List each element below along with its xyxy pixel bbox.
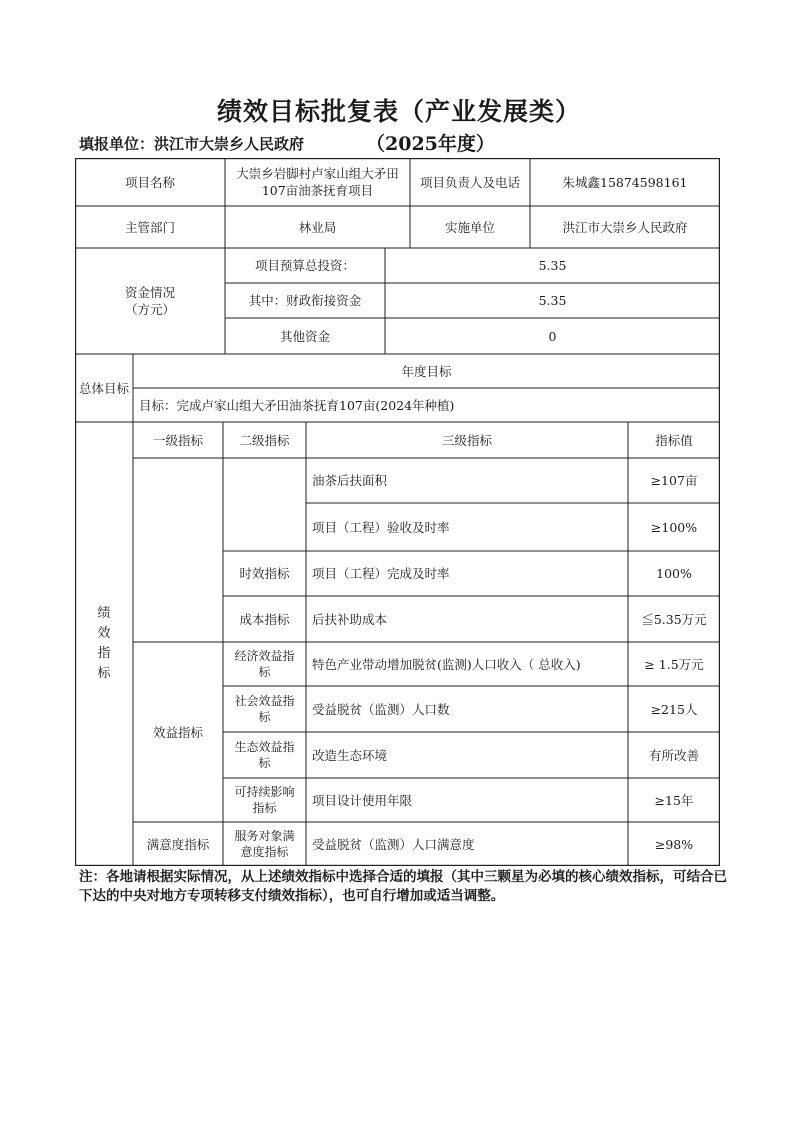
document-title: 绩效目标批复表（产业发展类） [216, 97, 581, 126]
indicator-row-2-value: 100% [656, 566, 692, 581]
indicator-row-5-level2: 社会效益指标 [234, 694, 295, 724]
indicator-row-6-level2: 生态效益指标 [234, 740, 295, 770]
indicator-row-0-level3: 油茶后扶面积 [312, 473, 388, 488]
supervising-dept-label: 主管部门 [124, 219, 175, 235]
funds-fiscal-value: 5.35 [538, 293, 567, 308]
project-name-value: 大崇乡岩脚村卢家山组大矛田107亩油茶抚育项目 [236, 166, 399, 198]
indicator-row-8-value: ≥98% [654, 836, 694, 852]
implementing-unit-value: 洪江市大崇乡人民政府 [562, 219, 688, 235]
project-owner-label: 项目负责人及电话 [419, 174, 520, 190]
indicator-row-3-level3: 后扶补助成本 [312, 611, 388, 627]
funds-label-line1: 资金情况 [124, 285, 175, 300]
indicator-row-2-level3: 项目（工程）完成及时率 [312, 566, 450, 581]
performance-label: 绩 效 指 标 [97, 606, 111, 681]
funds-label [75, 248, 225, 354]
annual-goal-text: 目标：完成卢家山组大矛田油茶抚育107亩(2024年种植) [139, 397, 455, 413]
indicator-row-8-level2: 服务对象满意度指标 [234, 829, 295, 859]
indicator-row-3-level2: 成本指标 [239, 611, 290, 627]
indicator-row-3-value: ≦5.35万元 [641, 611, 707, 627]
footnote: 注：各地请根据实际情况，从上述绩效指标中选择合适的填报（其中三颗星为必填的核心绩效指标，可结合已下达的中央对地方专项转移支付绩效指标），也可自行增加或适当调整。 [79, 869, 727, 904]
indicator-row-6-value: 有所改善 [648, 747, 699, 763]
project-owner-value: 朱城鑫15874598161 [562, 174, 688, 190]
indicator-row-4-level3: 特色产业带动增加脱贫(监测)人口收入（ 总收入) [312, 656, 581, 672]
indicator-row-4-value: ≥ 1.5万元 [644, 656, 704, 672]
indicator-row-5-level3: 受益脱贫（监测）人口数 [312, 701, 450, 717]
indicator-row-0-value: ≥107亩 [650, 473, 698, 488]
header-level1: 一级指标 [152, 432, 203, 448]
supervising-dept-value: 林业局 [298, 219, 337, 235]
fiscal-year: （2025年度） [366, 133, 495, 155]
implementing-unit-label: 实施单位 [444, 219, 495, 235]
header-level3: 三级指标 [441, 432, 492, 448]
annual-goal-header: 年度目标 [401, 363, 452, 379]
indicator-row-6-level3: 改造生态环境 [312, 747, 388, 763]
funds-fiscal-label: 其中：财政衔接资金 [248, 293, 362, 308]
header-value: 指标值 [655, 432, 693, 448]
funds-other-label: 其他资金 [279, 328, 330, 344]
indicator-row-7-level3: 项目设计使用年限 [312, 792, 413, 808]
level1-benefit: 效益指标 [152, 724, 203, 740]
indicator-row-7-value: ≥15年 [654, 792, 694, 808]
indicator-row-5-value: ≥215人 [650, 701, 698, 717]
funds-total-value: 5.35 [538, 258, 567, 273]
filling-unit: 填报单位：洪江市大崇乡人民政府 [79, 135, 305, 153]
funds-other-value: 0 [548, 328, 557, 344]
funds-total-label: 项目预算总投资： [254, 258, 355, 273]
project-name-label: 项目名称 [124, 174, 175, 190]
funds-label-line2: （方元） [124, 302, 175, 317]
indicator-row-7-level2: 可持续影响指标 [234, 785, 295, 815]
approval-table [75, 158, 720, 866]
indicator-row-8-level3: 受益脱贫（监测）人口满意度 [312, 836, 475, 852]
overall-goal-label: 总体目标 [78, 380, 129, 396]
indicator-row-1-value: ≥100% [650, 519, 698, 535]
header-level2: 二级指标 [239, 432, 290, 448]
level1-satisfaction: 满意度指标 [146, 836, 210, 852]
indicator-row-4-level2: 经济效益指标 [234, 649, 295, 679]
indicator-row-2-level2: 时效指标 [239, 566, 290, 581]
indicator-row-1-level3: 项目（工程）验收及时率 [312, 519, 450, 535]
